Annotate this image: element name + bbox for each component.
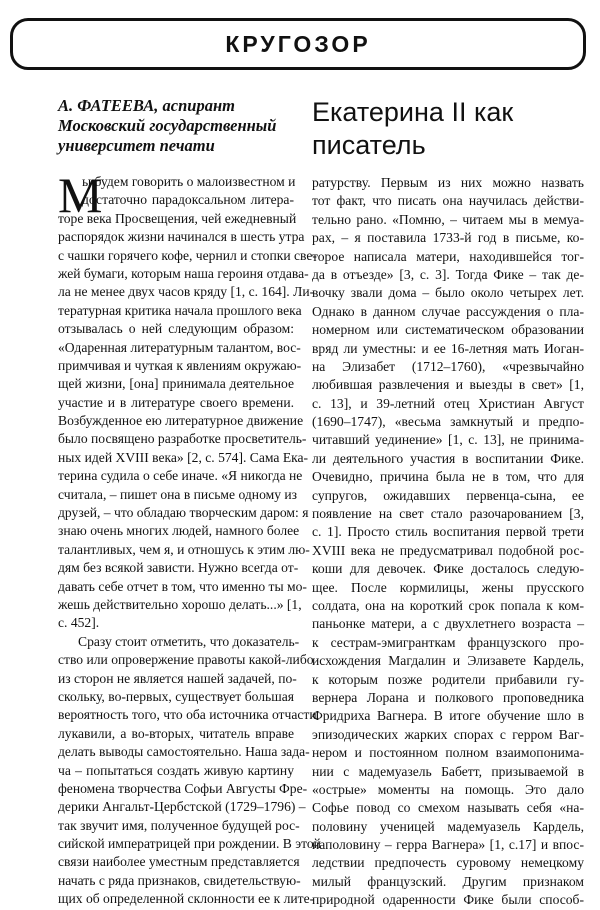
text-line: примчивая и чуткая к явлениям окружаю- bbox=[58, 357, 302, 373]
text-line: щей жизни, [она] принимала деятельное bbox=[58, 376, 294, 392]
article-title-line: Екатерина II как bbox=[312, 97, 514, 127]
text-line: Однако в данном случае рассуждения о пла- bbox=[312, 303, 584, 319]
text-line: с. 13], и 39-летний отец Христиан Август bbox=[312, 395, 584, 411]
text-line: связи наиболее уместным представляется bbox=[58, 854, 300, 870]
text-line: к которым позже родители прибавили гу- bbox=[312, 671, 584, 687]
author-line: Московский государственный bbox=[58, 116, 277, 135]
text-line: ча – попытаться создать живую картину bbox=[58, 762, 294, 778]
text-line: (1690–1747), «весьма замкнутый и предпо- bbox=[312, 414, 584, 430]
text-line: ратурству. Первым из них можно назвать bbox=[312, 175, 584, 190]
text-line: делать выводы самостоятельно. Наша зада- bbox=[58, 744, 310, 760]
text-line: считала, – пишет она в письме одному из bbox=[58, 486, 298, 502]
text-line: любившая развлечения и выезды в свет» [1, bbox=[312, 377, 584, 393]
text-line: с. 452]. bbox=[58, 615, 100, 631]
text-line: читавший уединение» [1, с. 13], не принима- bbox=[312, 432, 584, 448]
article-title-line: писатель bbox=[312, 130, 426, 160]
text-line: появление на свет стало разочарованием [3, bbox=[312, 506, 584, 522]
text-line: исхождения Магдалин и Элизавете Кардель, bbox=[312, 653, 584, 669]
text-line: нером и постоянном полном взаимопонима- bbox=[312, 745, 584, 761]
text-line: щее. После кормилицы, жены прусского bbox=[312, 579, 584, 595]
text-line: начать с ряда признаков, свидетельствую- bbox=[58, 872, 301, 888]
text-line: рах, – я поставила 1733-й год в письме, ко- bbox=[312, 230, 584, 246]
text-line: распорядок жизни начинался в шесть утра bbox=[58, 229, 305, 245]
text-line: тельно рано. «Помню, – читаем мы в мемуа- bbox=[312, 211, 584, 227]
text-line: лукавили, а во-вторых, читатель вправе bbox=[58, 725, 294, 741]
text-line: на Элизабет (1712–1760), «чрезвычайно bbox=[312, 358, 584, 374]
text-line: милый французский. Другим признаком bbox=[312, 873, 584, 889]
article-title bbox=[312, 96, 592, 162]
text-line: ы будем говорить о малоизвестном и bbox=[82, 174, 296, 189]
text-line: достаточно парадоксальном литера- bbox=[82, 192, 294, 208]
text-line: эпизодических жарких спорах с герром Ваг- bbox=[312, 726, 584, 742]
text-line: было посвящено разработке просветитель- bbox=[58, 431, 307, 447]
author-line: университет печати bbox=[58, 136, 215, 155]
text-line: скольку, во-первых, существует большая bbox=[58, 688, 294, 704]
text-line: паньонке матери, а с двухлетнего возраста – bbox=[312, 616, 584, 632]
text-line: с чашки горячего кофе, чернил и стопки све- bbox=[58, 247, 317, 263]
text-line: вочку звали дома – было около четырех лет. bbox=[312, 285, 584, 301]
text-line: участие и в литературе своего времени. bbox=[58, 394, 294, 410]
text-line: ла не менее двух часов кряду [1, с. 164]. Ли- bbox=[58, 284, 315, 300]
author-line: А. ФАТЕЕВА, аспирант bbox=[58, 96, 235, 115]
text-line: тот факт, что писать она научилась действи- bbox=[312, 193, 584, 209]
text-line: тературная критика начала прошлого века bbox=[58, 302, 302, 318]
text-line: природной одаренности Фике были способ- bbox=[312, 892, 584, 908]
text-line: из сторон не является нашей задачей, по- bbox=[58, 670, 297, 686]
text-line: нии с мадемуазель Бабетт, призываемой в bbox=[312, 763, 584, 779]
text-line: Возбужденное ею литературное движение bbox=[58, 413, 304, 429]
article-column-right bbox=[312, 174, 584, 910]
text-line: так звучит имя, полученное будущей рос- bbox=[58, 817, 300, 833]
article-column-left bbox=[58, 167, 321, 909]
section-title: КРУГОЗОР bbox=[225, 30, 371, 57]
text-line: жей бумаги, которым наша героиня отдава- bbox=[58, 265, 309, 281]
text-line: к сестрам-эмигранткам французского про- bbox=[312, 634, 584, 650]
section-header bbox=[10, 18, 586, 70]
text-line: феномена творчества Софьи Августы Фре- bbox=[58, 780, 308, 796]
text-line: сийской императрицей при рождении. В этой bbox=[58, 836, 321, 852]
text-line: Фридриха Вагнера. В итоге обучение шло в bbox=[312, 708, 584, 724]
text-line: отзывалась о ней следующим образом: bbox=[58, 321, 294, 337]
author-block bbox=[58, 96, 288, 156]
text-line: XVIII века не предусматривал подобной рос- bbox=[312, 542, 584, 558]
text-line: вернера Лорана и полкового проповедника bbox=[312, 689, 584, 705]
text-line: номерном или систематическом образовании bbox=[312, 322, 584, 338]
text-line: супругов, ожидавших первенца-сына, ее bbox=[312, 487, 584, 503]
drop-cap: М bbox=[58, 167, 103, 223]
text-line: дерики Ангальт-Цербстской (1729–1796) – bbox=[58, 799, 306, 815]
text-line: ли деятельного участия в воспитании Фике. bbox=[312, 450, 584, 466]
text-line: солдата, она на короткий срок попала к ком- bbox=[312, 597, 584, 613]
text-line: да в отъезде» [3, с. 3]. Тогда Фике – так де- bbox=[312, 266, 584, 282]
text-line: наполовину – герра Вагнера» [1, с.17] и впос- bbox=[312, 837, 584, 853]
text-line: половину ученицей мадемуазель Кардель, bbox=[312, 818, 584, 834]
text-line: Очевидно, причина была не в том, что для bbox=[312, 469, 584, 485]
text-line: торе века Просвещения, чей ежедневный bbox=[58, 210, 297, 226]
text-line: ных идей XVIII века» [2, с. 574]. Сама Ека- bbox=[58, 449, 309, 465]
text-line: коши для девочек. Фике досталось следую- bbox=[312, 561, 584, 577]
text-line: ледствии предпочесть суровому немецкому bbox=[312, 855, 584, 871]
text-line: знаю очень многих людей, намного более bbox=[58, 523, 300, 539]
text-line: вероятность того, что оба источника отчасти bbox=[58, 707, 317, 723]
text-line: «Одаренная литературным талантом, вос- bbox=[58, 339, 301, 355]
text-line: торое написала матери, находившейся тог- bbox=[312, 248, 584, 264]
text-line: с. 1]. Просто стиль воспитания первой трети bbox=[312, 524, 584, 540]
text-line: дям без всякой зависти. Нужно всегда от- bbox=[58, 560, 299, 576]
text-line: талантливых, чем я, и отношусь к этим лю- bbox=[58, 541, 310, 557]
text-line: «острые» моменты на помощь. Это дало bbox=[312, 781, 584, 797]
text-line: Сразу стоит отметить, что доказатель- bbox=[78, 633, 300, 649]
text-line: Софье повод со смехом называть себя «на- bbox=[312, 800, 584, 816]
text-line: друзей, – что обладаю творческим даром: я bbox=[58, 505, 309, 521]
text-line: вряд ли уместны: и ее 16-летняя мать Иоган- bbox=[312, 340, 584, 356]
text-line: терина судила о себе иначе. «Я никогда не bbox=[58, 468, 303, 484]
text-line: давать себе отчет в том, что именно ты мо- bbox=[58, 578, 307, 594]
text-line: ство или опровержение правоты какой-либо bbox=[58, 652, 314, 668]
text-line: щих об определенной склонности ее к лите- bbox=[58, 891, 315, 907]
text-line: жешь действительно хорошо делать...» [1, bbox=[58, 596, 302, 612]
